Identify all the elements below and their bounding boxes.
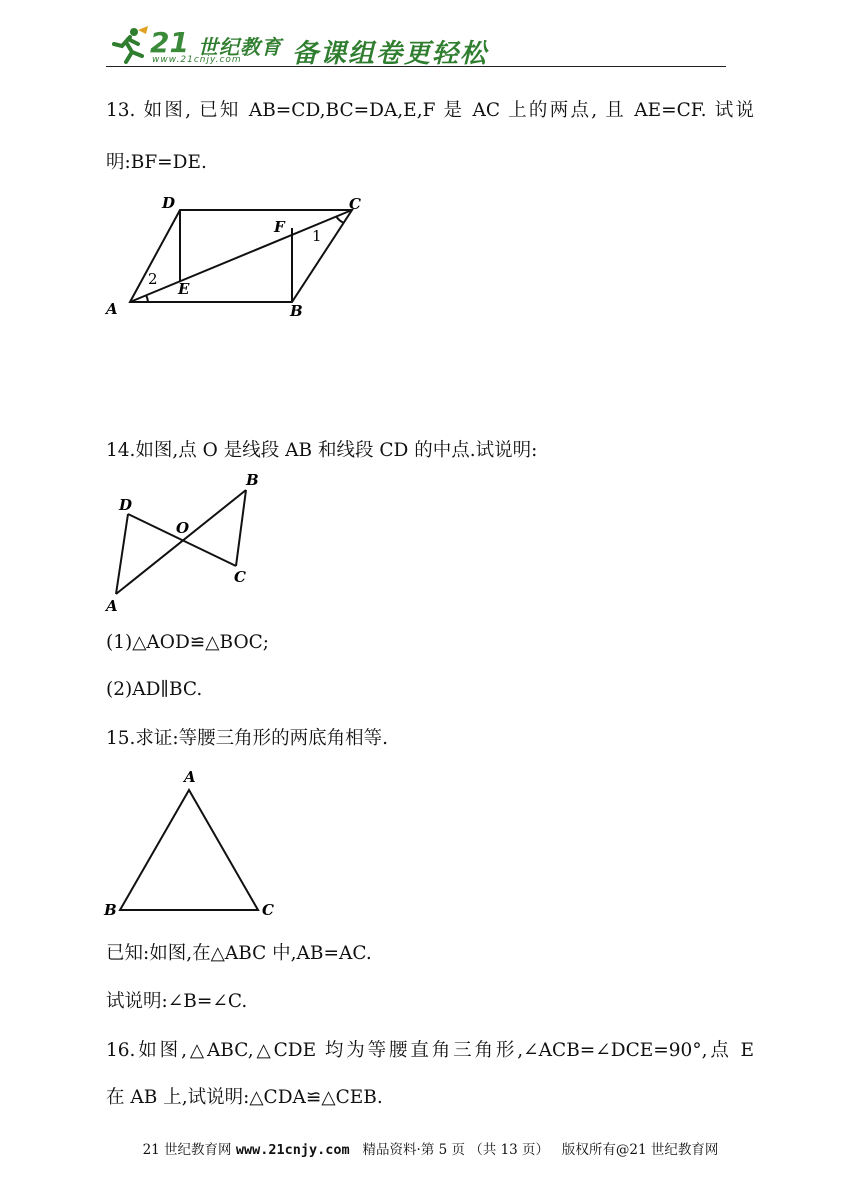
q15-label-C: C (262, 901, 274, 919)
logo-name: 世纪教育 (198, 35, 282, 59)
q13-label-D: D (162, 194, 176, 212)
q13-label-F: F (274, 218, 285, 236)
q13-parallelogram-figure (100, 190, 380, 325)
q14-text-line1: 14.如图,点 O 是线段 AB 和线段 CD 的中点.试说明: (106, 440, 538, 461)
q15-triangle-figure (100, 764, 290, 924)
footer-copyright: 版权所有@21 世纪教育网 (561, 1142, 719, 1158)
header-divider (106, 66, 726, 67)
footer-url[interactable]: www.21cnjy.com (235, 1142, 350, 1158)
q13-label-B: B (290, 302, 303, 320)
runner-logo-icon (108, 26, 150, 66)
q14-label-A: A (106, 597, 118, 615)
q13-angle-2-label: 2 (148, 270, 158, 288)
page-footer (0, 1138, 861, 1158)
q13-angle-1-label: 1 (312, 227, 322, 245)
q15-given: 已知:如图,在△ABC 中,AB=AC. (106, 943, 372, 964)
q14-label-B: B (246, 471, 259, 489)
logo-number: 21 (150, 26, 189, 59)
q13-label-E: E (178, 280, 190, 298)
q14-label-D: D (119, 496, 133, 514)
q16-text-line2: 在 AB 上,试说明:△CDA≌△CEB. (106, 1087, 383, 1108)
q14-label-O: O (176, 519, 190, 537)
footer-page-info: 精品资料·第 5 页 （共 13 页） (362, 1142, 550, 1158)
header-slogan: 备课组卷更轻松 (292, 39, 489, 69)
q14-label-C: C (234, 568, 246, 586)
q15-prove: 试说明:∠B=∠C. (106, 991, 248, 1012)
q14-part1: (1)△AOD≌△BOC; (106, 632, 270, 653)
q15-text-line1: 15.求证:等腰三角形的两底角相等. (106, 728, 389, 749)
q15-label-B: B (104, 901, 117, 919)
logo-url: www.21cnjy.com (152, 55, 242, 65)
q16-text-line1: 16.如图,△ABC,△CDE 均为等腰直角三角形,∠ACB=∠DCE=90°,点 E (106, 1040, 754, 1061)
footer-site-name: 21 世纪教育网 (142, 1142, 232, 1158)
q15-label-A: A (184, 768, 196, 786)
q13-label-C: C (349, 195, 361, 213)
q14-bowtie-figure (100, 470, 280, 615)
q13-text-line2: 明:BF=DE. (106, 152, 207, 173)
q13-label-A: A (106, 300, 118, 318)
q14-part2: (2)AD∥BC. (106, 679, 203, 700)
q13-text-line1: 13. 如图, 已知 AB=CD,BC=DA,E,F 是 AC 上的两点, 且 AE=CF. 试说 (106, 100, 754, 121)
